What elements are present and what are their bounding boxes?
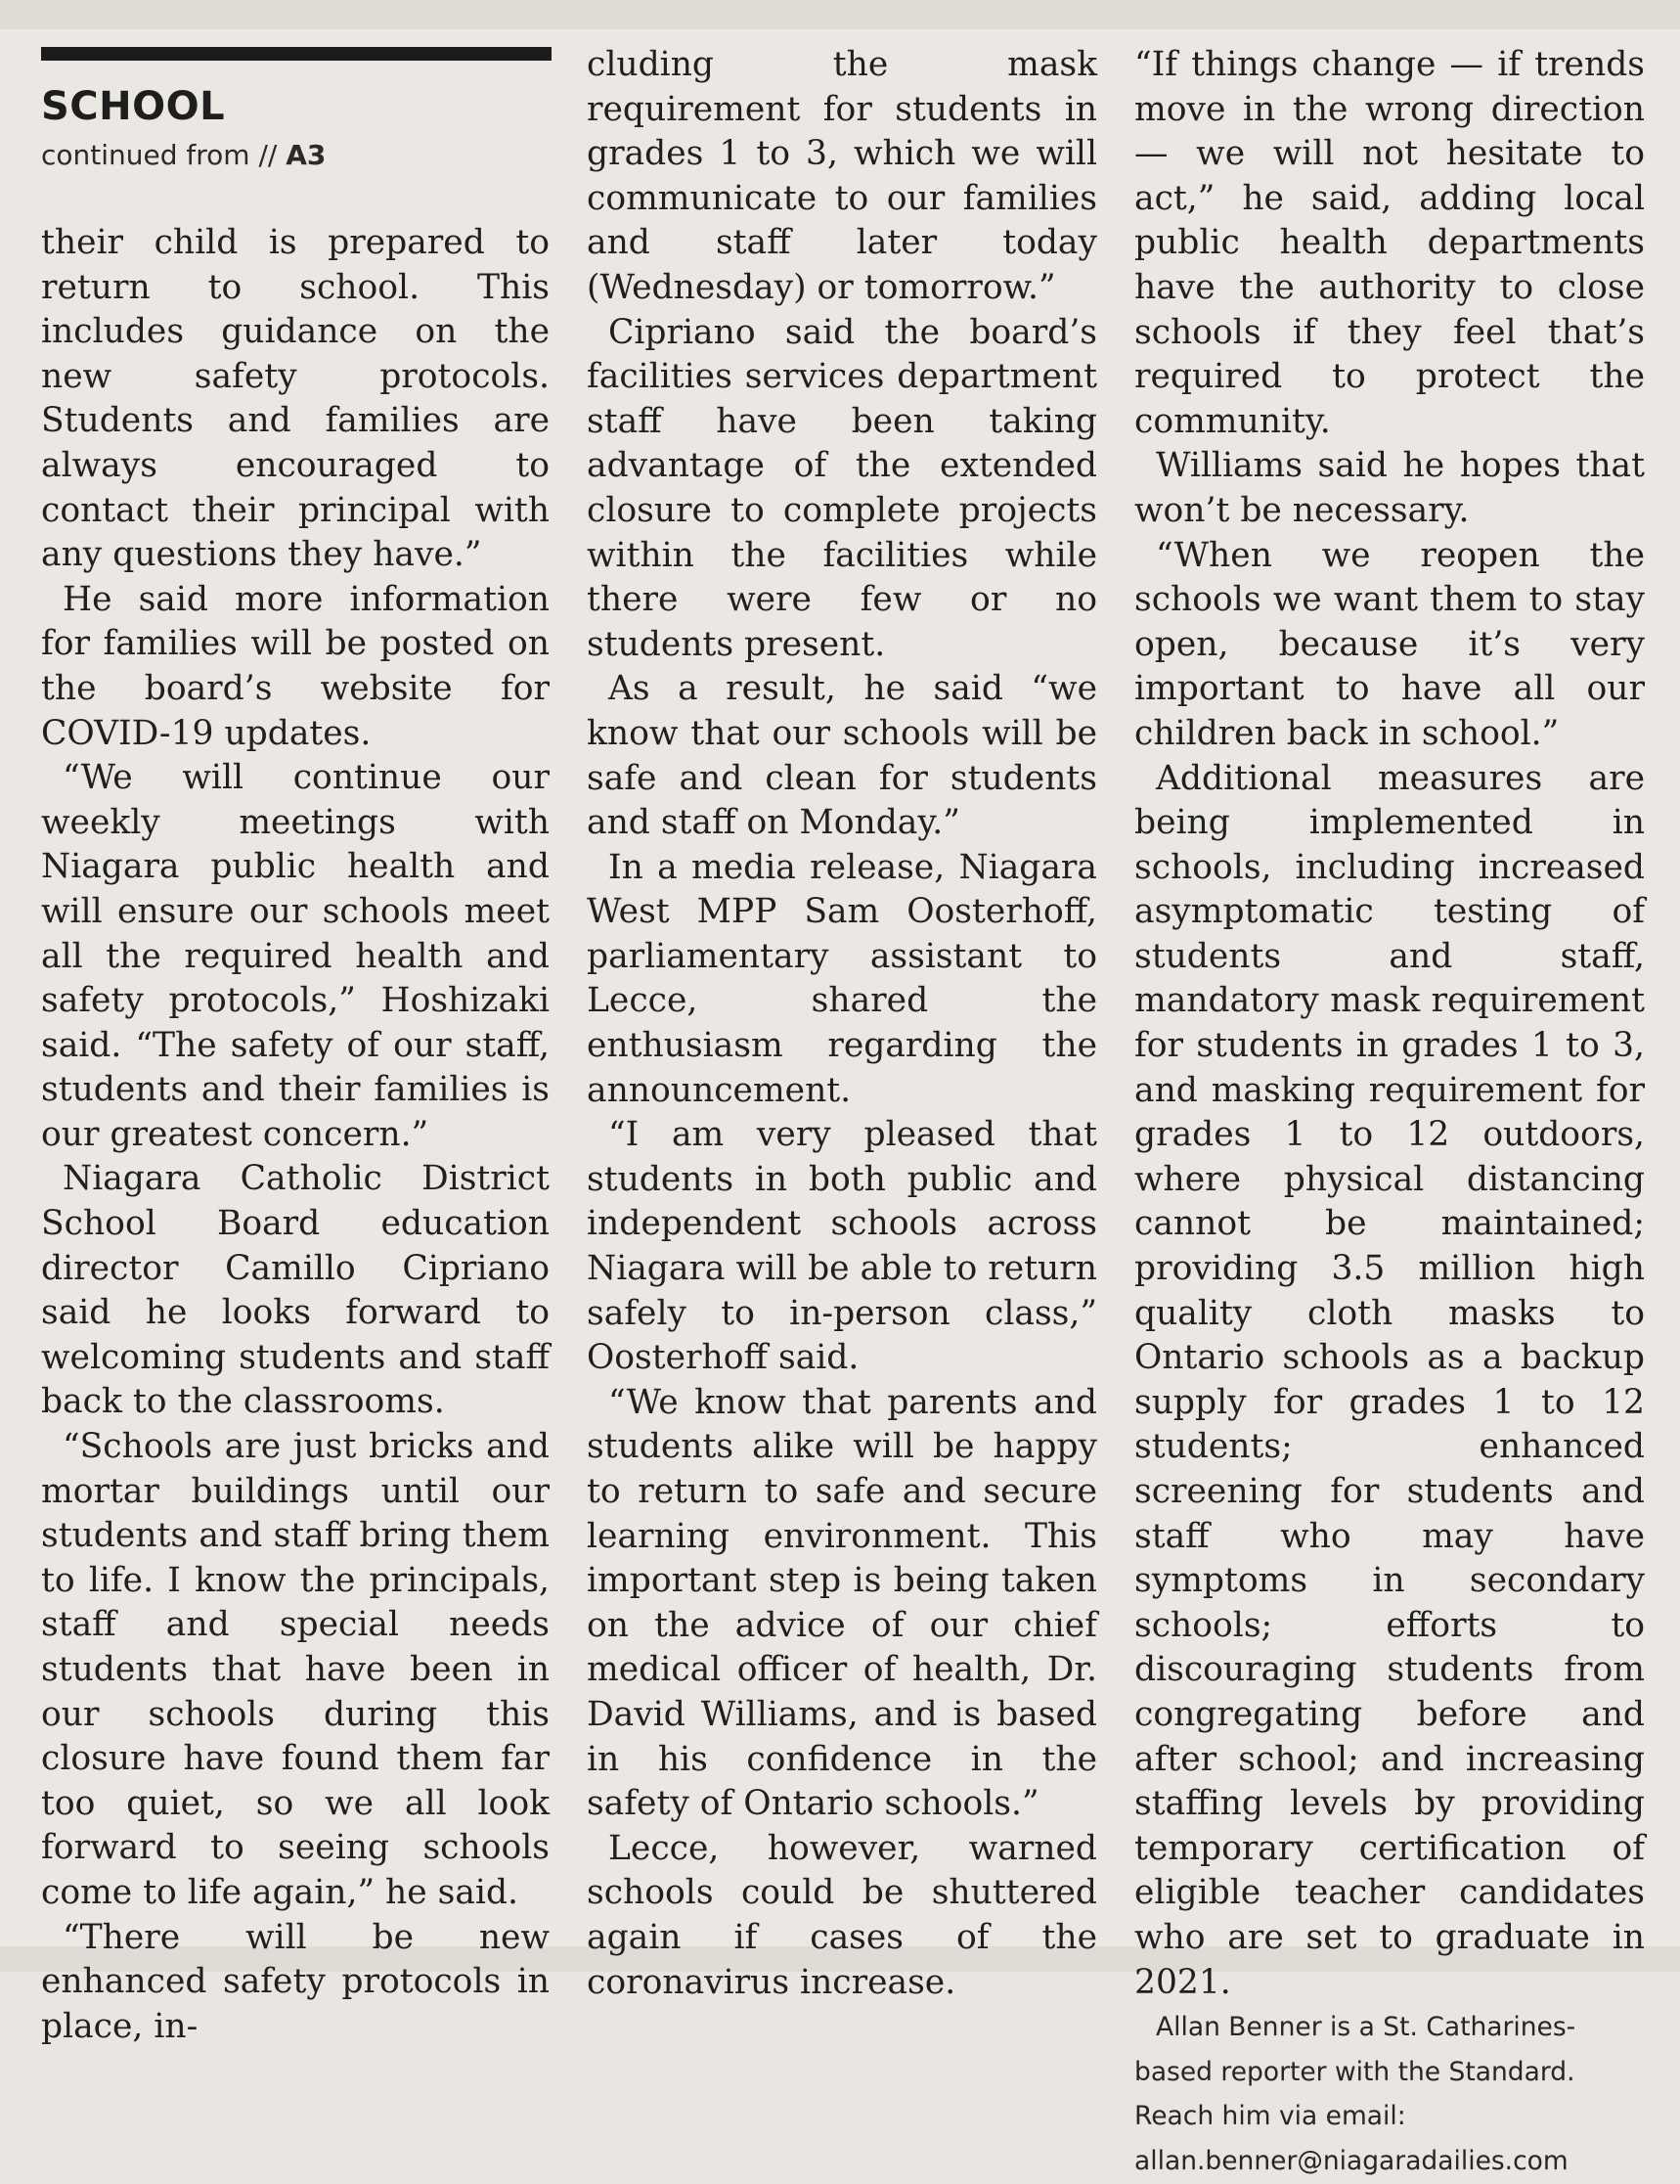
paragraph: “If things change — if trends move in the wrong direction — we will not hesitate to act,” he said, adding local public health departments have the authority to close schools if they feel that’s required to protect the community. bbox=[1134, 45, 1645, 441]
paragraph: He said more information for families will be posted on the board’s website for COVID-19 updates. bbox=[41, 579, 550, 753]
jump-line bbox=[41, 139, 326, 171]
paragraph: “Schools are just bricks and mortar buildings until our students and staff bring them to life. I know the principals, staff and special needs students that have been in our schools during this closure have found them far too quiet, so we all look forward to seeing schools come to life again,” he said. bbox=[41, 1427, 550, 1912]
paragraph: their child is prepared to return to school. This includes guidance on the new safety protocols. Students and families are always encouraged to contact their principal with any questions they have.” bbox=[41, 223, 550, 575]
paragraph: Additional measures are being implemented in schools, including increased asymptomatic testing of students and staff, mandatory mask requirement for students in grades 1 to 3, and masking requirement for grades 1 to 12 outdoors, where physical distancing cannot be maintained; providing 3.5 million high quality cloth masks to Ontario schools as a backup supply for grades 1 to 12 students; enhanced screening for students and staff who may have symptoms in secondary schools; efforts to discouraging students from congregating before and after school; and increasing staffing levels by providing temporary certification of eligible teacher candidates who are set to graduate in 2021. bbox=[1134, 758, 1645, 2002]
paragraph: Williams said he hopes that won’t be necessary. bbox=[1134, 446, 1645, 530]
paragraph: “We will continue our weekly meetings with Niagara public health and will ensure our schools meet all the required health and safety protocols,” Hoshizaki said. “The safety of our staff, students and their families is our greatest concern.” bbox=[41, 758, 550, 1154]
paragraph: Cipriano said the board’s facilities services department staff have been taking advantage of the extended closure to complete projects within the facilities while there were few or no students present. bbox=[587, 312, 1097, 664]
column-2 bbox=[587, 43, 1097, 2005]
paragraph: In a media release, Niagara West MPP Sam Oosterhoff, parliamentary assistant to Lecce, shared the enthusiasm regarding the announcement. bbox=[587, 847, 1097, 1110]
bleed-through-top bbox=[0, 0, 1680, 29]
paragraph: “There will be new enhanced safety protocols in place, in- bbox=[41, 1917, 550, 2046]
paragraph: As a result, he said “we know that our schools will be safe and clean for students and staff on Monday.” bbox=[587, 669, 1097, 843]
paragraph: “We know that parents and students alike will be happy to return to safe and secure learning environment. This important step is being taken on the advice of our chief medical officer of health, Dr. David Williams, and is based in his confidence in the safety of Ontario schools.” bbox=[587, 1382, 1097, 1824]
column-3 bbox=[1134, 43, 1645, 2184]
author-byline: Allan Benner is a St. Catharines-based reporter with the Standard. Reach him via email: allan.benner@niagaradailies.com bbox=[1134, 2012, 1576, 2176]
paragraph: Niagara Catholic District School Board education director Camillo Cipriano said he looks forward to welcoming students and staff back to the classrooms. bbox=[41, 1159, 550, 1422]
paragraph: cluding the mask requirement for students in grades 1 to 3, which we will communicate to our families and staff later today (Wednesday) or tomorrow.” bbox=[587, 45, 1097, 307]
jump-page: A3 bbox=[286, 139, 327, 171]
paragraph: “I am very pleased that students in both public and independent schools across Niagara will be able to return safely to in-person class,” Oosterhoff said. bbox=[587, 1115, 1097, 1378]
paragraph: “When we reopen the schools we want them to stay open, because it’s very important to have all our children back in school.” bbox=[1134, 535, 1645, 753]
column-1 bbox=[41, 221, 550, 2049]
article-kicker: SCHOOL bbox=[41, 84, 226, 129]
jump-prefix: continued from // bbox=[41, 139, 278, 171]
paragraph: Lecce, however, warned schools could be shuttered again if cases of the coronavirus increase. bbox=[587, 1828, 1097, 2002]
section-rule bbox=[41, 47, 552, 61]
